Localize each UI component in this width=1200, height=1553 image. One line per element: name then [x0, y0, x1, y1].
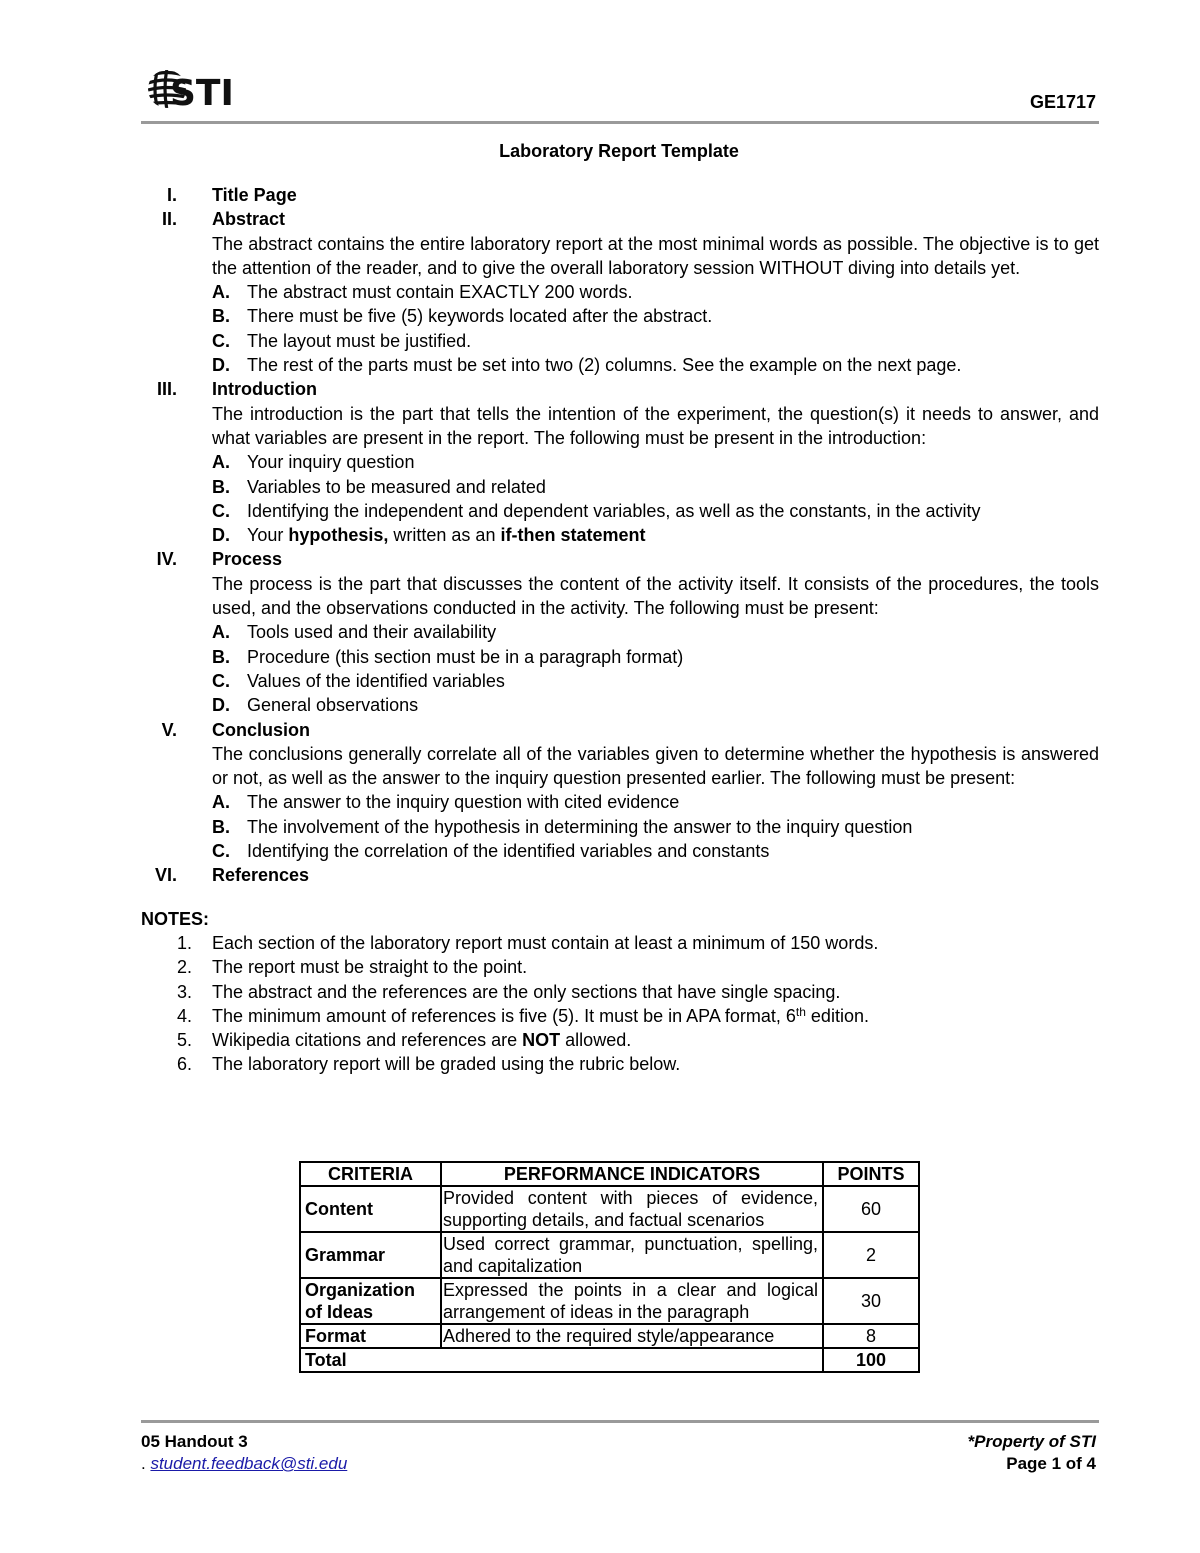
- note-text: Each section of the laboratory report must contain at least a minimum of 150 words.: [212, 932, 879, 953]
- section-list-item: [141, 499, 1099, 523]
- rubric-indicator: Provided content with pieces of evidence, supporting details, and factual scenarios: [441, 1186, 823, 1232]
- section-list-item: [141, 693, 1099, 717]
- sections-list: [141, 183, 1099, 888]
- rubric-total-label: Total: [300, 1348, 823, 1372]
- note-text: The report must be straight to the point.: [212, 957, 528, 978]
- feedback-email-link[interactable]: student.feedback@sti.edu: [150, 1454, 348, 1473]
- section-list-item: [141, 669, 1099, 693]
- rubric-table: [299, 1161, 920, 1373]
- rubric-header-row: [300, 1162, 919, 1186]
- footer-right: [968, 1431, 1096, 1475]
- section-list-item: [141, 329, 1099, 353]
- rubric-criteria: Format: [300, 1324, 441, 1348]
- rubric-row: [300, 1278, 919, 1324]
- header-divider: [141, 121, 1099, 124]
- item-text: There must be five (5) keywords located after the abstract.: [247, 306, 713, 327]
- footer-left: 05 Handout 3 . student.feedback@sti.edu: [141, 1432, 348, 1473]
- note-item: [141, 1052, 1099, 1076]
- item-text: The involvement of the hypothesis in determining the answer to the inquiry question: [247, 816, 913, 837]
- handout-label: 05 Handout 3: [141, 1432, 248, 1451]
- item-text: Identifying the independent and dependent variables, as well as the constants, in the activity: [247, 500, 981, 521]
- item-text: Tools used and their availability: [247, 622, 497, 643]
- rubric-points: 60: [823, 1186, 919, 1232]
- section-list-item: [141, 620, 1099, 644]
- item-letter: C.: [212, 841, 230, 862]
- note-number: 5.: [177, 1030, 193, 1051]
- rubric-indicator: Adhered to the required style/appearance: [441, 1324, 823, 1348]
- rubric-header-indicators: PERFORMANCE INDICATORS: [441, 1162, 823, 1186]
- rubric-header-criteria: CRITERIA: [300, 1162, 441, 1186]
- item-text: General observations: [247, 695, 419, 716]
- section-list-item: [141, 645, 1099, 669]
- item-letter: D.: [212, 695, 230, 716]
- document-title: Laboratory Report Template: [499, 141, 739, 161]
- item-text-part: if-then statement: [500, 525, 646, 546]
- document-code: GE1717: [1029, 92, 1096, 112]
- section-paragraph: The conclusions generally correlate all of the variables given to determine whether the hypothesis is answered or not, as well as the answer to the inquiry question presented earlier. The following must be present:: [212, 743, 1099, 789]
- item-text: Identifying the correlation of the identified variables and constants: [247, 841, 770, 862]
- notes-title: NOTES:: [141, 908, 210, 929]
- note-item: [141, 980, 1099, 1004]
- property-notice: *Property of STI: [967, 1432, 1096, 1451]
- page-number: Page 1 of 4: [1006, 1454, 1096, 1473]
- item-letter: C.: [212, 330, 230, 351]
- note-number: 6.: [177, 1054, 193, 1075]
- section-title: References: [212, 865, 310, 886]
- footer-divider: [141, 1420, 1099, 1423]
- note-item: [141, 931, 1099, 955]
- note-text: The abstract and the references are the only sections that have single spacing.: [212, 981, 841, 1002]
- item-text-part: written as an: [388, 525, 501, 546]
- note-number: 3.: [177, 981, 193, 1002]
- section-numeral: I.: [166, 185, 177, 205]
- section-heading: [141, 547, 1099, 571]
- section-heading: [141, 718, 1099, 742]
- item-letter: C.: [212, 500, 230, 521]
- item-text: Your inquiry question: [247, 452, 415, 473]
- item-letter: A.: [212, 792, 230, 813]
- rubric-row: [300, 1186, 919, 1232]
- rubric-criteria: Grammar: [300, 1232, 441, 1278]
- note-number: 2.: [177, 957, 193, 978]
- item-text: The rest of the parts must be set into two (2) columns. See the example on the next page.: [247, 355, 962, 376]
- item-letter: B.: [212, 646, 230, 667]
- item-letter: A.: [212, 452, 230, 473]
- rubric-total-row: [300, 1348, 919, 1372]
- section-list-item: [141, 815, 1099, 839]
- section-list-item: [141, 353, 1099, 377]
- section-heading: [141, 863, 1099, 887]
- section-title: Title Page: [212, 185, 297, 205]
- item-text: The answer to the inquiry question with cited evidence: [247, 792, 680, 813]
- section-numeral: VI.: [154, 865, 177, 886]
- note-number: 4.: [177, 1005, 193, 1026]
- sti-logo: [146, 64, 246, 114]
- rubric-points: 2: [823, 1232, 919, 1278]
- svg-text:STI: STI: [170, 73, 234, 114]
- rubric-header-points: POINTS: [823, 1162, 919, 1186]
- section-title: Process: [212, 549, 283, 570]
- section-numeral: V.: [161, 719, 177, 740]
- rubric-row: [300, 1232, 919, 1278]
- rubric-total-points: 100: [823, 1348, 919, 1372]
- section-heading: [141, 377, 1099, 401]
- rubric-indicator: Expressed the points in a clear and logical arrangement of ideas in the paragraph: [441, 1278, 823, 1324]
- note-item: [141, 955, 1099, 979]
- rubric-points: 8: [823, 1324, 919, 1348]
- notes-list: [141, 931, 1099, 1077]
- rubric-indicator: Used correct grammar, punctuation, spelling, and capitalization: [441, 1232, 823, 1278]
- item-text-part: hypothesis,: [288, 525, 389, 546]
- section-list-item: [141, 839, 1099, 863]
- section-list-item: [141, 280, 1099, 304]
- item-letter: D.: [212, 525, 230, 546]
- item-letter: B.: [212, 816, 230, 837]
- note-number: 1.: [177, 932, 193, 953]
- section-list-item: [141, 450, 1099, 474]
- rubric-points: 30: [823, 1278, 919, 1324]
- item-letter: C.: [212, 670, 230, 691]
- note-text-part: Wikipedia citations and references are: [212, 1030, 523, 1051]
- section-paragraph: The abstract contains the entire laboratory report at the most minimal words as possible. The objective is to get the attention of the reader, and to give the overall laboratory session WITHOUT diving into details yet.: [212, 233, 1099, 278]
- note-item: [141, 1028, 1099, 1052]
- section-paragraph: The process is the part that discusses the content of the activity itself. It consists of the procedures, the tools used, and the observations conducted in the activity. The following must be present:: [212, 573, 1099, 619]
- item-letter: B.: [212, 476, 230, 497]
- note-text: The laboratory report will be graded using the rubric below.: [212, 1054, 681, 1075]
- section-title: Abstract: [212, 209, 286, 230]
- section-list-item: [141, 523, 1099, 547]
- item-letter: A.: [212, 282, 230, 303]
- section-list-item: [141, 475, 1099, 499]
- section-title: Introduction: [212, 379, 317, 400]
- note-text-part: edition.: [805, 1005, 869, 1026]
- section-numeral: IV.: [156, 549, 177, 570]
- section-title: Conclusion: [212, 719, 310, 740]
- section-numeral: III.: [156, 379, 177, 400]
- notes-section: [141, 907, 1099, 1077]
- item-text: The abstract must contain EXACTLY 200 words.: [247, 282, 633, 303]
- note-text-part: allowed.: [560, 1030, 632, 1051]
- note-item: [141, 1004, 1099, 1028]
- rubric-criteria: Content: [300, 1186, 441, 1232]
- section-list-item: [141, 790, 1099, 814]
- document-body: [141, 183, 1099, 1077]
- item-text: Procedure (this section must be in a paragraph format): [247, 646, 684, 667]
- item-letter: B.: [212, 306, 230, 327]
- rubric-criteria: Organization of Ideas: [300, 1278, 441, 1324]
- section-heading: [141, 183, 1099, 207]
- rubric-row: [300, 1324, 919, 1348]
- section-numeral: II.: [161, 209, 177, 230]
- note-text-part: NOT: [522, 1030, 561, 1051]
- item-letter: A.: [212, 622, 230, 643]
- section-paragraph: The introduction is the part that tells the intention of the experiment, the question(s) it needs to answer, and what variables are present in the report. The following must be present in the introduction:: [212, 403, 1099, 448]
- note-text-part: The minimum amount of references is five (5). It must be in APA format, 6: [212, 1005, 796, 1026]
- section-heading: [141, 207, 1099, 231]
- item-text: Variables to be measured and related: [247, 476, 546, 497]
- item-text: The layout must be justified.: [247, 330, 472, 351]
- item-letter: D.: [212, 355, 230, 376]
- item-text: Values of the identified variables: [247, 670, 505, 691]
- item-text-part: Your: [247, 525, 289, 546]
- note-text-part: th: [795, 1004, 806, 1019]
- section-list-item: [141, 304, 1099, 328]
